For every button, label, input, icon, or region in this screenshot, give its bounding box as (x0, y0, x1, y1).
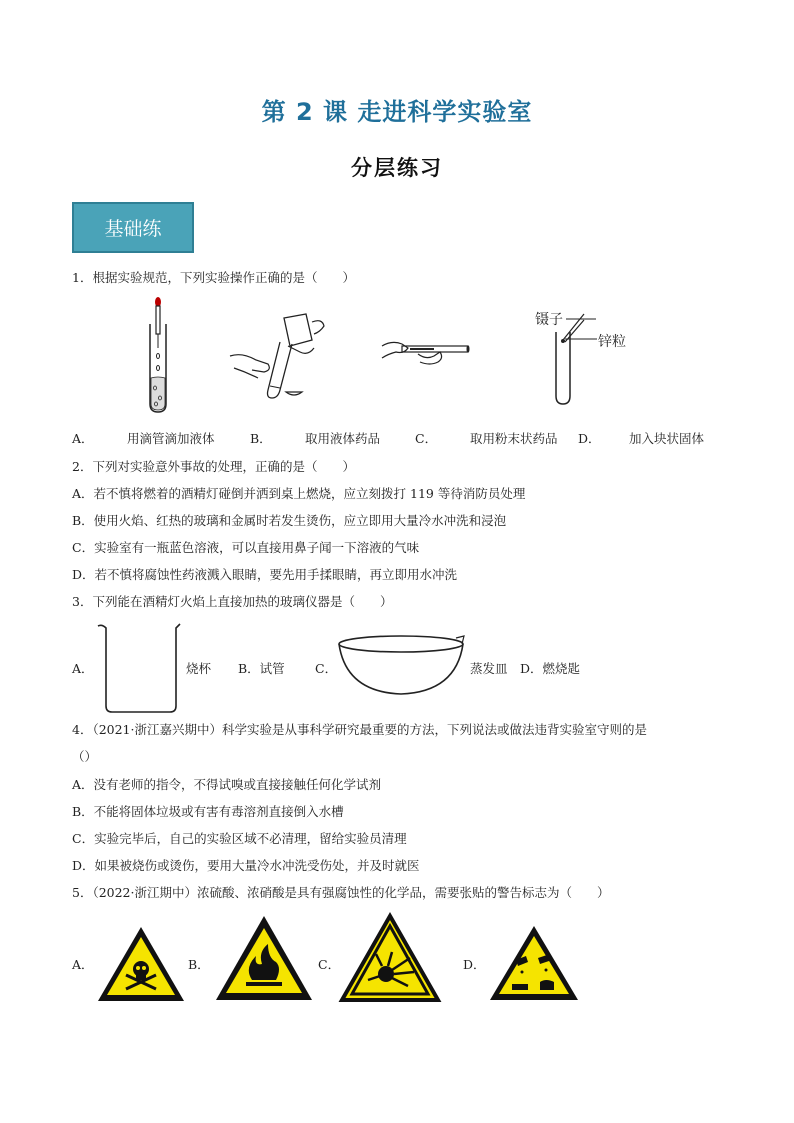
q5-option-a-letter: A． (72, 957, 94, 972)
q2-stem: 2．下列对实验意外事故的处理，正确的是（ ） (72, 459, 355, 474)
zinc-label: 锌粒 (598, 334, 626, 350)
corrosive-sign-icon (488, 924, 580, 1002)
q1-option-d: 加入块状固体 (629, 431, 705, 446)
q4-stem-line-2: （） (72, 749, 98, 764)
q3-option-a-letter: A． (72, 661, 94, 676)
flammable-sign-icon (214, 914, 314, 1002)
q1-stem: 1．根据实验规范，下列实验操作正确的是（ ） (72, 270, 355, 285)
q1-option-b: 取用液体药品 (305, 431, 381, 446)
tweezers-leader-line (566, 318, 596, 320)
q5-stem: 5．（2022·浙江期中）浓硫酸、浓硝酸是具有强腐蚀性的化学品，需要张贴的警告标志为（ ） (72, 885, 610, 900)
zinc-leader-line (565, 338, 597, 340)
q1-option-b-letter: B． (250, 431, 272, 446)
section-label: 基础练 (104, 218, 162, 240)
q3-option-b: B．试管 (238, 661, 285, 676)
q3-option-a: 烧杯 (186, 661, 212, 676)
q4-option-c: C．实验完毕后，自己的实验区域不必清理，留给实验员清理 (72, 831, 407, 846)
q2-option-c: C．实验室有一瓶蓝色溶液，可以直接用鼻子闻一下溶液的气味 (72, 540, 420, 555)
q1-option-a-letter: A． (72, 431, 94, 446)
q3-stem: 3．下列能在酒精灯火焰上直接加热的玻璃仪器是（ ） (72, 594, 393, 609)
q2-option-d: D．若不慎将腐蚀性药液溅入眼睛，要先用手揉眼睛，再立即用水冲洗 (72, 567, 458, 582)
tweezers-label: 镊子 (535, 312, 563, 328)
page-subtitle: 分层练习 (351, 155, 443, 180)
q3-option-c-letter: C． (315, 661, 338, 676)
pouring-liquid-icon (228, 312, 328, 408)
q4-option-d: D．如果被烧伤或烫伤，要用大量冷水冲洗受伤处，并及时就医 (72, 858, 420, 873)
q1-option-d-letter: D． (578, 431, 601, 446)
q5-option-b-letter: B． (188, 957, 210, 972)
q3-option-d: D．燃烧匙 (520, 661, 581, 676)
page-title: 第 2 课 走进科学实验室 (261, 98, 533, 126)
q2-option-a: A．若不慎将燃着的酒精灯碰倒并洒到桌上燃烧，应立刻拨打 119 等待消防员处理 (72, 486, 526, 501)
q3-option-c: 蒸发皿 (470, 661, 508, 676)
q4-stem-line-1: 4．（2021·浙江嘉兴期中）科学实验是从事科学研究最重要的方法，下列说法或做法违背实验室守则的是 (72, 722, 647, 737)
powder-loading-icon (380, 336, 470, 376)
q1-option-c-letter: C． (415, 431, 438, 446)
q1-option-c: 取用粉末状药品 (470, 431, 558, 446)
toxic-sign-icon (96, 925, 186, 1003)
beaker-icon (96, 622, 182, 714)
q4-option-a: A．没有老师的指令，不得试嗅或直接接触任何化学试剂 (72, 777, 382, 792)
section-header (72, 202, 194, 253)
q2-option-b: B．使用火焰、红热的玻璃和金属时若发生烫伤，应立即用大量冷水冲洗和浸泡 (72, 513, 507, 528)
q5-option-c-letter: C． (318, 957, 341, 972)
dropper-icon (140, 296, 180, 416)
explosive-sign-icon (340, 914, 440, 1004)
q4-option-b: B．不能将固体垃圾或有害有毒溶剂直接倒入水槽 (72, 804, 344, 819)
q5-option-d-letter: D． (463, 957, 486, 972)
q1-option-a: 用滴管滴加液体 (127, 431, 215, 446)
evaporating-dish-icon (336, 634, 466, 698)
